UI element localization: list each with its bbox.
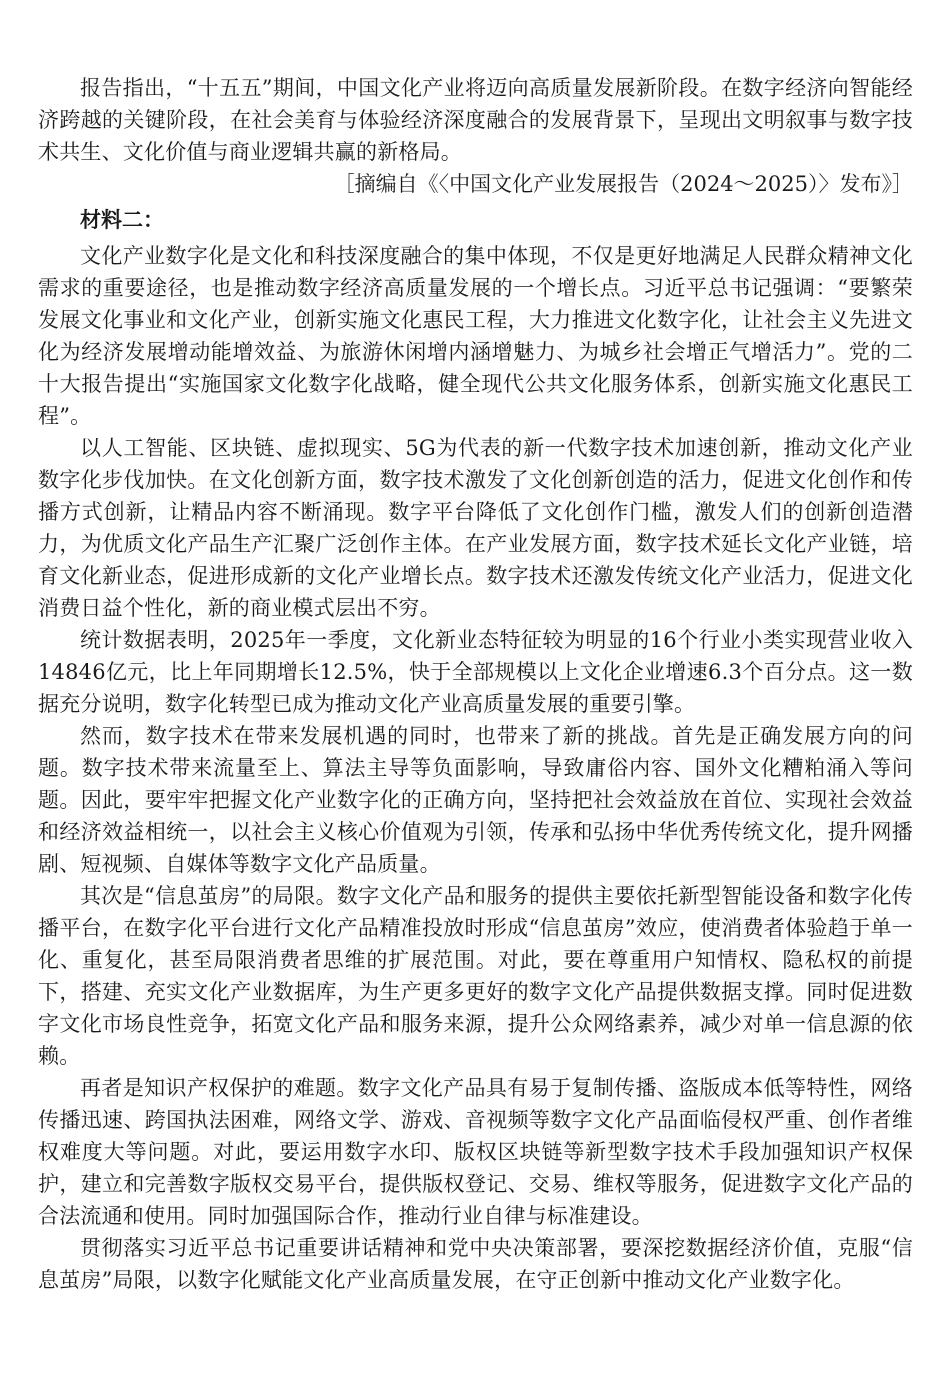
body-paragraph: 统计数据表明，2025年一季度，文化新业态特征较为明显的16个行业小类实现营业收入14846亿元，比上年同期增长12.5%，快于全部规模以上文化企业增速6.3个百分点。这一数据充分说明，数字化转型已成为推动文化产业高质量发展的重要引擎。	[38, 628, 913, 716]
body-paragraph: 然而，数字技术在带来发展机遇的同时，也带来了新的挑战。首先是正确发展方向的问题。数字技术带来流量至上、算法主导等负面影响，导致庸俗内容、国外文化糟粕涌入等问题。因此，要牢牢把握文化产业数字化的正确方向，坚持把社会效益放在首位、实现社会效益和经济效益相统一，以社会主义核心价值观为引领，传承和弘扬中华优秀传统文化，提升网播剧、短视频、自媒体等数字文化产品质量。	[38, 724, 913, 876]
section-heading: 材料二：	[80, 208, 164, 232]
body-paragraph: 贯彻落实习近平总书记重要讲话精神和党中央决策部署，要深挖数据经济价值，克服“信息茧房”局限，以数字化赋能文化产业高质量发展，在守正创新中推动文化产业数字化。	[38, 1236, 913, 1292]
body-paragraph: 文化产业数字化是文化和科技深度融合的集中体现，不仅是更好地满足人民群众精神文化需求的重要途径，也是推动数字经济高质量发展的一个增长点。习近平总书记强调：“要繁荣发展文化事业和文化产业，创新实施文化惠民工程，大力推进文化数字化，让社会主义先进文化为经济发展增动能增效益、为旅游休闲增内涵增魅力、为城乡社会增正气增活力”。党的二十大报告提出“实施国家文化数字化战略，健全现代公共文化服务体系，创新实施文化惠民工程”。	[38, 244, 913, 428]
source-citation: ［摘编自《〈中国文化产业发展报告（2024～2025）〉发布》］	[333, 172, 913, 196]
body-paragraph: 其次是“信息茧房”的局限。数字文化产品和服务的提供主要依托新型智能设备和数字化传播平台，在数字化平台进行文化产品精准投放时形成“信息茧房”效应，使消费者体验趋于单一化、重复化，甚至局限消费者思维的扩展范围。对此，要在尊重用户知情权、隐私权的前提下，搭建、充实文化产业数据库，为生产更多更好的数字文化产品提供数据支撑。同时促进数字文化市场良性竞争，拓宽文化产品和服务来源，提升公众网络素养，减少对单一信息源的依赖。	[38, 884, 913, 1068]
body-paragraph: 再者是知识产权保护的难题。数字文化产品具有易于复制传播、盗版成本低等特性，网络传播迅速、跨国执法困难，网络文学、游戏、音视频等数字文化产品面临侵权严重、创作者维权难度大等问题。对此，要运用数字水印、版权区块链等新型数字技术手段加强知识产权保护，建立和完善数字版权交易平台，提供版权登记、交易、维权等服务，促进数字文化产品的合法流通和使用。同时加强国际合作，推动行业自律与标准建设。	[38, 1076, 913, 1228]
document-page	[38, 72, 913, 1296]
body-paragraph: 以人工智能、区块链、虚拟现实、5G为代表的新一代数字技术加速创新，推动文化产业数字化步伐加快。在文化创新方面，数字技术激发了文化创新创造的活力，促进文化创作和传播方式创新，让精品内容不断涌现。数字平台降低了文化创作门槛，激发人们的创新创造潜力，为优质文化产品生产汇聚广泛创作主体。在产业发展方面，数字技术延长文化产业链，培育文化新业态，促进形成新的文化产业增长点。数字技术还激发传统文化产业活力，促进文化消费日益个性化，新的商业模式层出不穷。	[38, 436, 913, 620]
intro-paragraph: 报告指出，“十五五”期间，中国文化产业将迈向高质量发展新阶段。在数字经济向智能经济跨越的关键阶段，在社会美育与体验经济深度融合的发展背景下，呈现出文明叙事与数字技术共生、文化价值与商业逻辑共赢的新格局。	[38, 76, 913, 164]
